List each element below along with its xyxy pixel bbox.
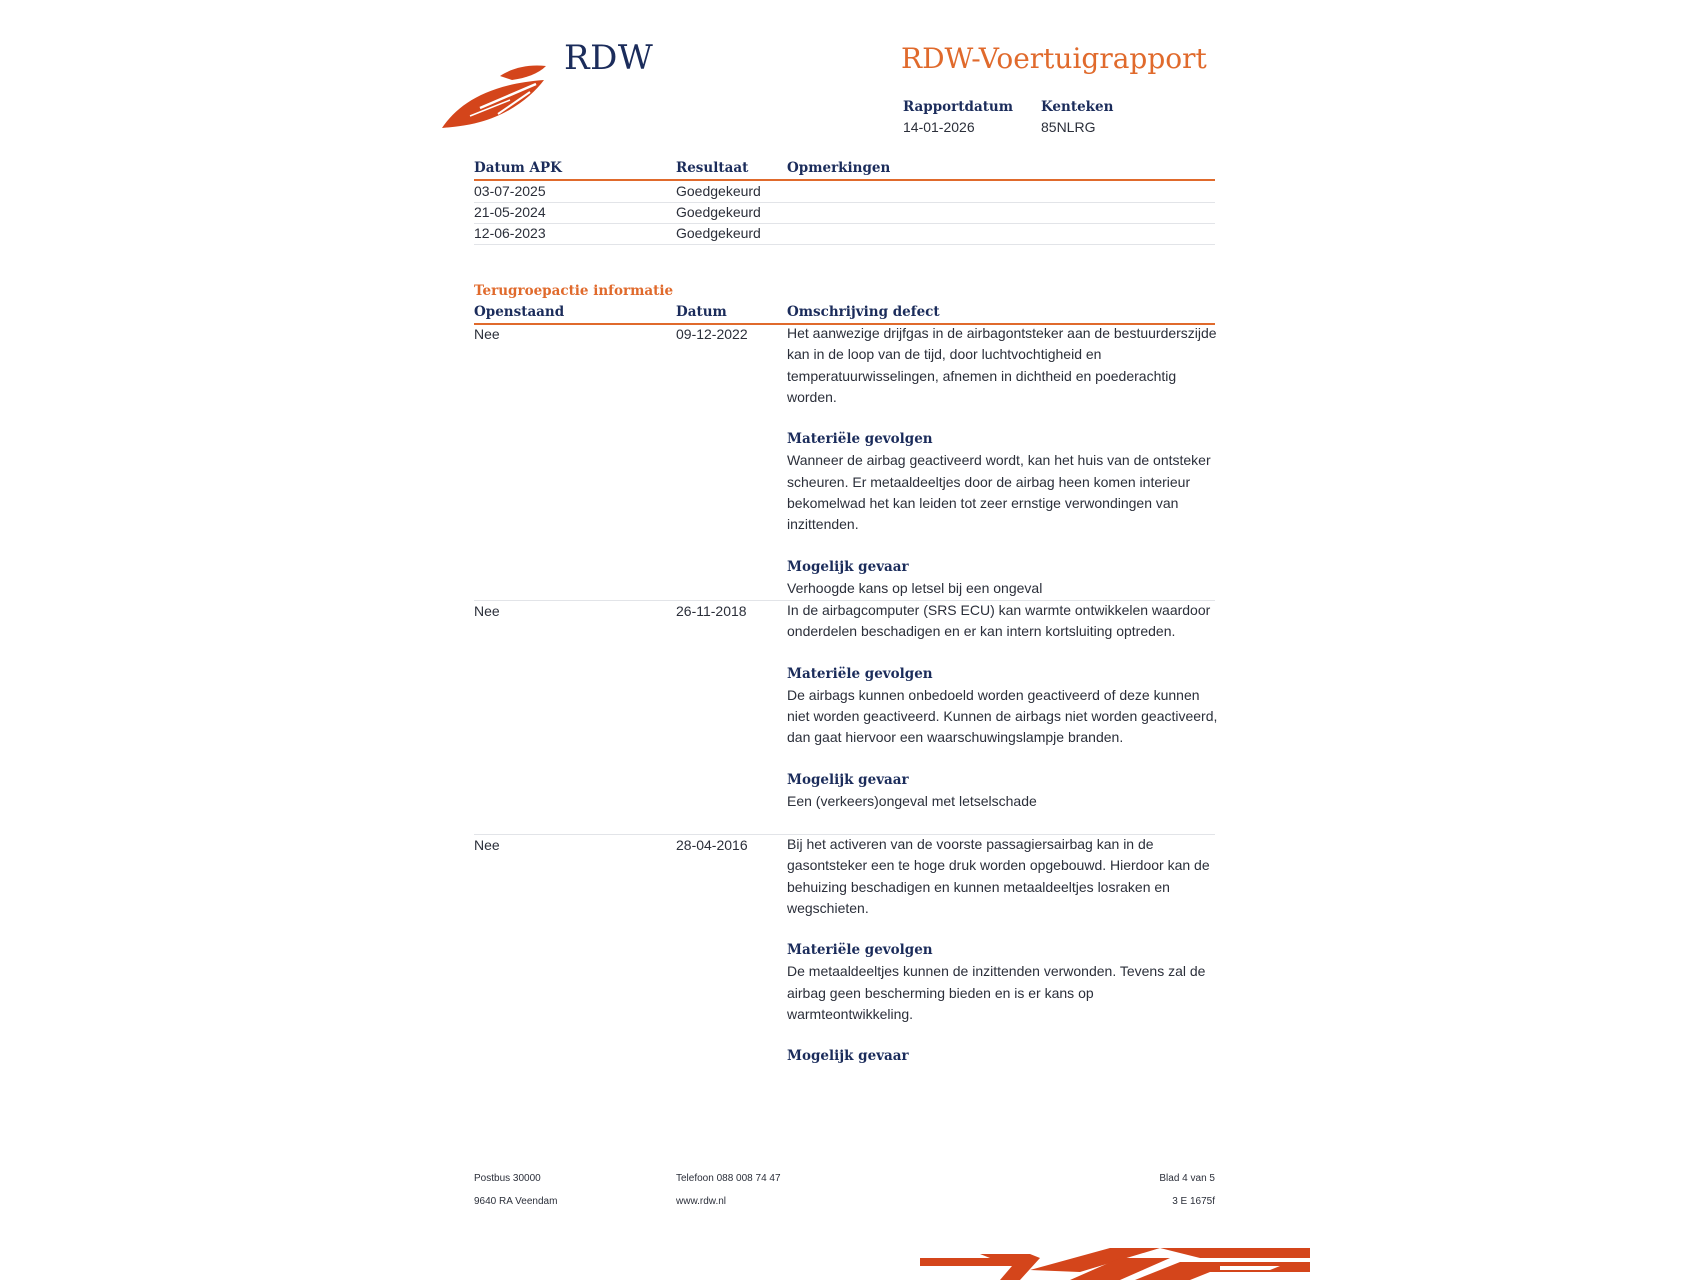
recall-row-description bbox=[787, 323, 1219, 599]
rapportdatum-label: Rapportdatum bbox=[903, 99, 1014, 115]
footer-address-line2: 9640 RA Veendam bbox=[474, 1196, 558, 1207]
apk-header-result: Resultaat bbox=[676, 160, 749, 176]
recall-row-open: Nee bbox=[474, 603, 500, 619]
apk-row-result: Goedgekeurd bbox=[676, 204, 761, 220]
possible-danger-label: Mogelijk gevaar bbox=[787, 558, 909, 575]
defect-description: Het aanwezige drijfgas in de airbagontsteker aan de bestuurderszijde kan in de loop van de tijd, door luchtvochtigheid en temperatuurwisselingen, afnemen in dichtheid en poederachtig worden. bbox=[787, 325, 1217, 405]
apk-row-result: Goedgekeurd bbox=[676, 225, 761, 241]
report-title: RDW-Voertuigrapport bbox=[901, 42, 1207, 75]
apk-row-date: 12-06-2023 bbox=[474, 225, 546, 241]
recall-row-date: 09-12-2022 bbox=[676, 326, 748, 342]
row-divider bbox=[474, 244, 1215, 245]
recall-row-open: Nee bbox=[474, 837, 500, 853]
row-divider bbox=[474, 223, 1215, 224]
recall-header-description: Omschrijving defect bbox=[787, 304, 940, 320]
apk-header-date: Datum APK bbox=[474, 160, 562, 176]
material-consequences-label: Materiële gevolgen bbox=[787, 665, 933, 682]
footer-website: www.rdw.nl bbox=[676, 1196, 727, 1207]
recall-section-title: Terugroepactie informatie bbox=[474, 283, 674, 299]
footer-address-line1: Postbus 30000 bbox=[474, 1173, 541, 1184]
recall-row-description bbox=[787, 600, 1219, 812]
footer-phone: Telefoon 088 008 74 47 bbox=[676, 1173, 781, 1184]
possible-danger-label: Mogelijk gevaar bbox=[787, 1048, 909, 1065]
material-consequences-label: Materiële gevolgen bbox=[787, 942, 933, 959]
recall-row-description bbox=[787, 834, 1219, 1068]
footer-code: 3 E 1675f bbox=[1172, 1196, 1215, 1207]
apk-header-remarks: Opmerkingen bbox=[787, 160, 891, 176]
possible-danger-text: Een (verkeers)ongeval met letselschade bbox=[787, 793, 1037, 810]
defect-description: In de airbagcomputer (SRS ECU) kan warmte ontwikkelen waardoor onderdelen beschadigen en er kan intern kortsluiting optreden. bbox=[787, 602, 1211, 640]
recall-header-date: Datum bbox=[676, 304, 727, 320]
apk-row-result: Goedgekeurd bbox=[676, 183, 761, 199]
row-divider bbox=[474, 202, 1215, 203]
apk-header-divider bbox=[474, 179, 1215, 181]
kenteken-label: Kenteken bbox=[1041, 99, 1114, 115]
material-consequences-text: De airbags kunnen onbedoeld worden geactiveerd of deze kunnen niet worden geactiveerd. Kunnen de airbags niet worden geactiveerd, dan gaat hiervoor een waarschuwingslampje branden. bbox=[787, 686, 1218, 746]
kenteken-value: 85NLRG bbox=[1041, 119, 1096, 135]
material-consequences-label: Materiële gevolgen bbox=[787, 431, 933, 448]
apk-row-date: 21-05-2024 bbox=[474, 204, 546, 220]
possible-danger-text: Verhoogde kans op letsel bij een ongeval bbox=[787, 579, 1043, 596]
footer-page-number: Blad 4 van 5 bbox=[1159, 1173, 1215, 1184]
recall-row-date: 28-04-2016 bbox=[676, 837, 748, 853]
recall-header-open: Openstaand bbox=[474, 304, 565, 320]
material-consequences-text: De metaaldeeltjes kunnen de inzittenden verwonden. Tevens zal de airbag geen bescherming bieden en is er kans op warmteontwikkeling. bbox=[787, 963, 1206, 1023]
apk-row-date: 03-07-2025 bbox=[474, 183, 546, 199]
defect-description: Bij het activeren van de voorste passagiersairbag kan in de gasontsteker een te hoge druk worden opgebouwd. Hierdoor kan de behuizing beschadigen en kunnen metaaldeeltjes losraken en wegschieten. bbox=[787, 836, 1210, 916]
recall-row-open: Nee bbox=[474, 326, 500, 342]
recall-row-date: 26-11-2018 bbox=[676, 603, 747, 619]
material-consequences-text: Wanneer de airbag geactiveerd wordt, kan het huis van de ontsteker scheuren. Er metaaldeeltjes door de airbag heen komen interieur bekomelwad het kan leiden tot zeer ernstige verwondingen van inzittenden. bbox=[787, 452, 1211, 533]
rapportdatum-value: 14-01-2026 bbox=[903, 119, 975, 135]
decorative-stripes-icon bbox=[920, 1244, 1310, 1280]
possible-danger-label: Mogelijk gevaar bbox=[787, 771, 909, 788]
feather-logo-icon bbox=[440, 56, 550, 130]
logo-text: RDW bbox=[564, 38, 654, 78]
